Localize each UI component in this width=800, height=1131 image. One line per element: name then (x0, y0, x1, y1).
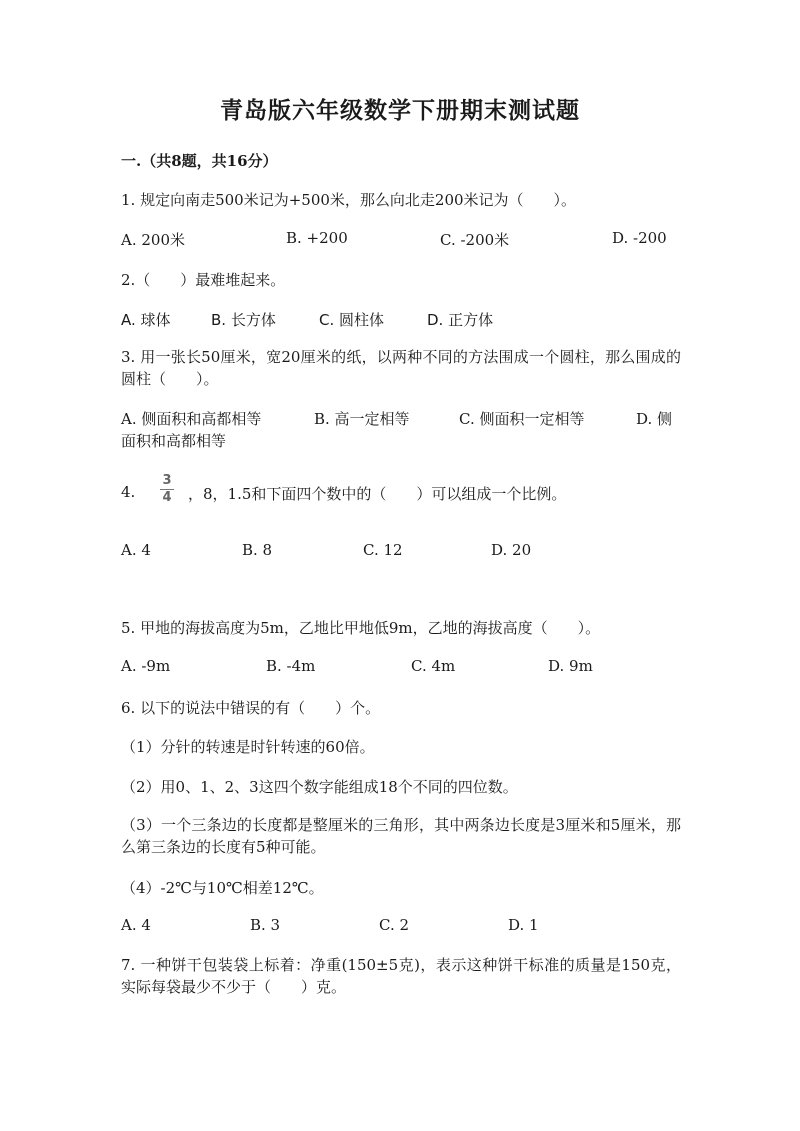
question-4-number: 4. (121, 483, 136, 501)
q4-option-c: C. 12 (363, 541, 403, 559)
q6-statement-2: （2）用0、1、2、3这四个数字能组成18个不同的四位数。 (121, 778, 518, 796)
q6-option-a: A. 4 (121, 916, 151, 934)
question-5-stem: 5. 甲地的海拔高度为5m，乙地比甲地低9m，乙地的海拔高度（ ）。 (121, 619, 601, 637)
q5-option-b: B. -4m (266, 657, 316, 675)
q6-option-c: C. 2 (379, 916, 410, 934)
q5-option-c: C. 4m (411, 657, 456, 675)
q2-option-d: D. 正方体 (427, 311, 494, 329)
q4-option-a: A. 4 (121, 541, 151, 559)
page-title: 青岛版六年级数学下册期末测试题 (220, 97, 580, 124)
q1-option-b: B. +200 (286, 229, 348, 247)
q6-option-d: D. 1 (508, 916, 539, 934)
q2-option-c: C. 圆柱体 (319, 311, 385, 329)
q2-option-a: A. 球体 (121, 311, 171, 329)
fraction-denominator: 4 (162, 490, 172, 505)
fraction-numerator: 3 (162, 473, 172, 488)
question-6-stem: 6. 以下的说法中错误的有（ ）个。 (121, 699, 381, 717)
q6-statement-1: （1）分针的转速是时针转速的60倍。 (121, 738, 375, 756)
q3-option-d-continued: 面积和高都相等 (121, 432, 227, 450)
q1-option-d: D. -200 (612, 229, 667, 247)
section-header: 一.（共8题，共16分） (121, 152, 278, 170)
q3-option-c: C. 侧面积一定相等 (459, 410, 585, 428)
q1-option-a: A. 200米 (121, 231, 185, 249)
q3-option-d: D. 侧 (636, 410, 673, 428)
q6-statement-3: （3）一个三条边的长度都是整厘米的三角形，其中两条边长度是3厘米和5厘米，那么第三条边的长度有5种可能。 (121, 816, 681, 856)
question-2-stem: 2.（ ）最难堆起来。 (121, 271, 286, 289)
q3-option-a: A. 侧面积和高都相等 (121, 410, 262, 428)
q2-option-b: B. 长方体 (211, 311, 276, 329)
q5-option-d: D. 9m (548, 657, 593, 675)
q5-option-a: A. -9m (121, 657, 171, 675)
fraction-three-quarters (160, 474, 174, 505)
question-7-stem: 7. 一种饼干包装袋上标着：净重(150±5克)，表示这种饼干标准的质量是150克，实际每袋最少不少于（ ）克。 (121, 956, 681, 996)
q4-option-b: B. 8 (242, 541, 273, 559)
q1-option-c: C. -200米 (440, 231, 510, 249)
q6-statement-4: （4）-2℃与10℃相差12℃。 (121, 879, 324, 897)
question-1-stem: 1. 规定向南走500米记为+500米，那么向北走200米记为（ ）。 (121, 191, 577, 209)
q3-option-b: B. 高一定相等 (314, 410, 410, 428)
q4-option-d: D. 20 (491, 541, 532, 559)
q6-option-b: B. 3 (250, 916, 281, 934)
question-3-stem: 3. 用一张长50厘米，宽20厘米的纸，以两种不同的方法围成一个圆柱，那么围成的圆柱（ ）。 (121, 348, 681, 388)
question-4-stem: ，8，1.5和下面四个数中的（ ）可以组成一个比例。 (188, 485, 567, 503)
